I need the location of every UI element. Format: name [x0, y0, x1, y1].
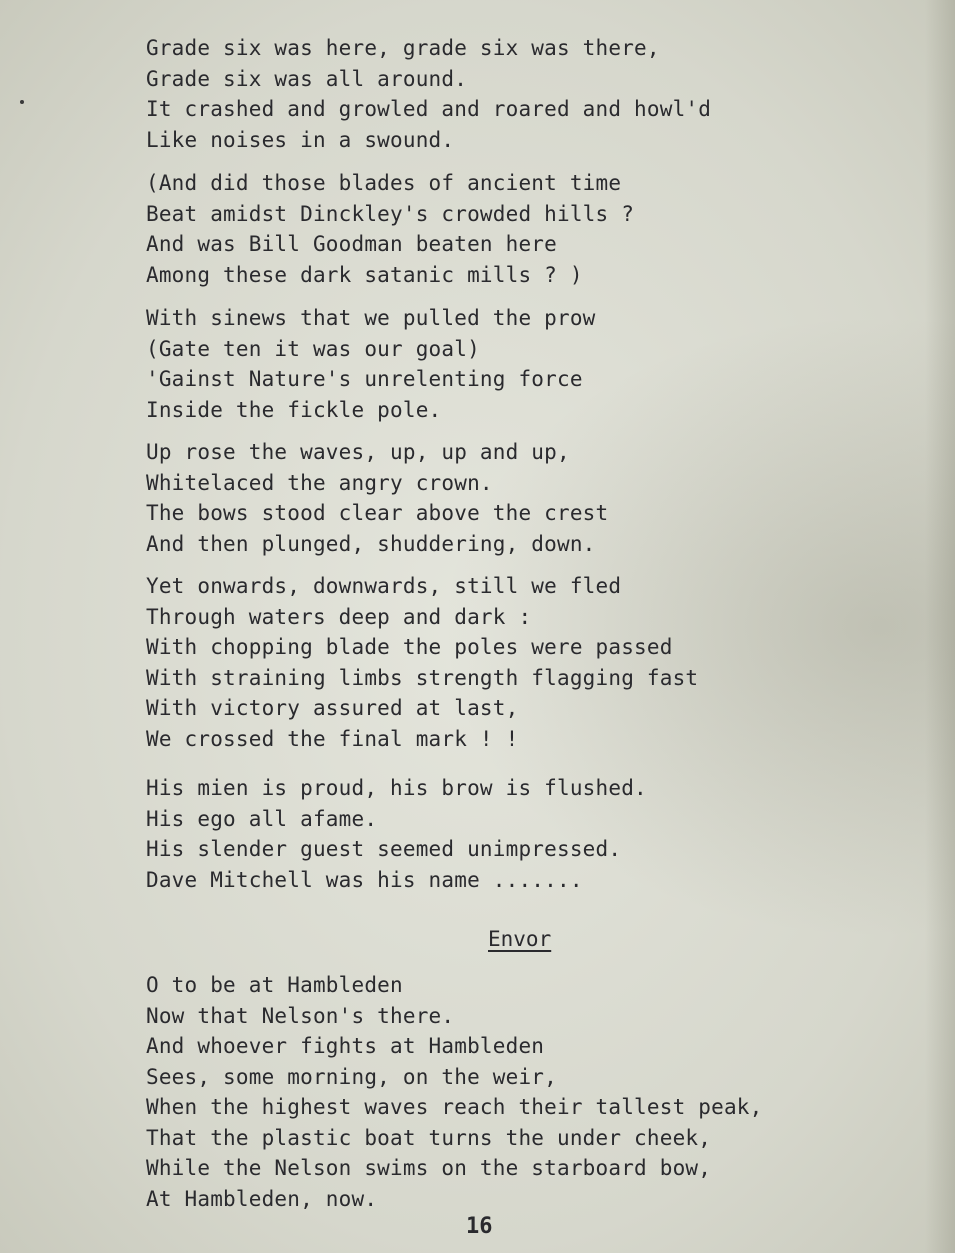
poem-line: (And did those blades of ancient time: [146, 171, 622, 195]
poem-line: With straining limbs strength flagging fast: [146, 665, 699, 690]
stanza-2: [146, 168, 634, 290]
poem-line: Grade six was all around.: [146, 66, 468, 91]
poem-line: Through waters deep and dark :: [146, 604, 532, 629]
poem-line: When the highest waves reach their tallest peak,: [146, 1095, 763, 1119]
envoi-heading: Envor: [488, 927, 552, 951]
poem-line: His slender guest seemed unimpressed.: [146, 837, 622, 861]
poem-line: His mien is proud, his brow is flushed.: [146, 776, 647, 800]
poem-line: Beat amidst Dinckley's crowded hills ?: [146, 201, 635, 226]
poem-line: That the plastic boat turns the under cheek,: [146, 1125, 712, 1150]
poem-line: Dave Mitchell was his name .......: [146, 867, 583, 892]
poem-line: Among these dark satanic mills ? ): [146, 262, 583, 287]
poem-line: Sees, some morning, on the weir,: [146, 1064, 557, 1089]
poem-line: Now that Nelson's there.: [146, 1003, 455, 1028]
poem-line: At Hambleden, now.: [146, 1186, 378, 1211]
page-number: 16: [466, 1214, 493, 1239]
stanza-3: [146, 303, 596, 425]
poem-line: (Gate ten it was our goal): [146, 336, 480, 361]
stanza-4: [146, 437, 608, 559]
envoi-stanza: [146, 970, 762, 1214]
poem-line: And whoever fights at Hambleden: [146, 1034, 545, 1058]
poem-line: And then plunged, shuddering, down.: [146, 531, 596, 556]
stanza-1: [146, 33, 711, 155]
poem-line: Inside the fickle pole.: [146, 397, 442, 422]
poem-line: His ego all afame.: [146, 806, 378, 831]
stanza-6: [146, 773, 647, 895]
poem-line: We crossed the final mark ! !: [146, 726, 519, 751]
poem-line: Like noises in a swound.: [146, 127, 455, 152]
poem-line: Grade six was here, grade six was there,: [146, 36, 660, 60]
poem-line: With sinews that we pulled the prow: [146, 306, 596, 330]
poem-line: And was Bill Goodman beaten here: [146, 232, 557, 256]
poem-line: With chopping blade the poles were passed: [146, 635, 673, 659]
poem-line: Whitelaced the angry crown.: [146, 470, 493, 495]
poem-line: 'Gainst Nature's unrelenting force: [146, 367, 583, 391]
page-edge-shadow: [925, 0, 955, 1253]
poem-line: Up rose the waves, up, up and up,: [146, 440, 570, 464]
poem-line: O to be at Hambleden: [146, 973, 403, 997]
poem-line: Yet onwards, downwards, still we fled: [146, 574, 622, 598]
paper-speck: [20, 100, 24, 104]
poem-line: It crashed and growled and roared and howl'd: [146, 97, 712, 121]
poem-line: The bows stood clear above the crest: [146, 501, 609, 525]
poem-line: While the Nelson swims on the starboard bow,: [146, 1156, 712, 1180]
stanza-5: [146, 571, 698, 754]
poem-line: With victory assured at last,: [146, 696, 519, 720]
